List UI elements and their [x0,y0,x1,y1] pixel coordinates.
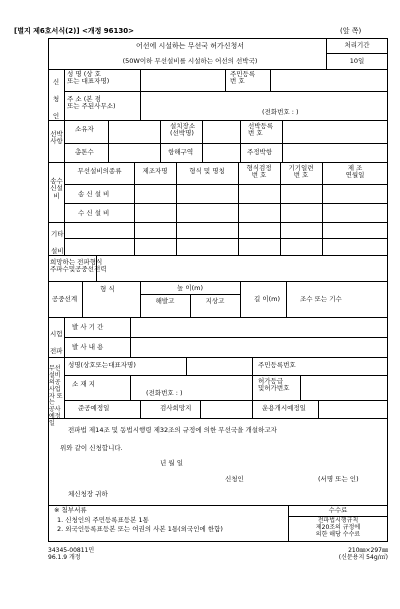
agent-phone: (전화번호 : ) [146,389,183,397]
statement-to: 체신청장 귀하 [68,490,108,498]
applicant-section: 신 청 인 [52,78,60,120]
attachment-item-2: 2. 외국인등록표등본 또는 여권의 사본 1통(외국인에 한함) [57,525,223,533]
agent-completion-label: 준공예정일 [78,404,110,412]
antenna-type-label: 형 식 [100,285,115,293]
equip-header-serial: 기기일련 번 호 [288,164,314,180]
test-period-label: 발 사 기 간 [72,323,104,331]
ship-owner-label: 소유자 [75,125,94,133]
applicant-phone: (전화번호 : ) [262,108,299,116]
footer-code: 34345-00811민 96.1.9 개정 [48,547,95,561]
agent-section: 무선설비 의공사업 자 또는 공사예정일 [49,365,63,428]
antenna-label: 공중선계 [52,295,78,303]
form-subtitle: (50W이하 무선설비를 시설하는 어선의 선박국) [122,57,258,65]
period-label: 처리기간 [344,41,370,49]
applicant-idno-label: 주민등록 번 호 [230,70,256,86]
equip-header-maker: 제조자명 [142,167,168,175]
statement-line2: 위와 같이 신청합니다. [60,444,123,452]
equip-header-cert: 형식검정 번 호 [246,164,272,180]
agent-location-label: 소 재 지 [72,380,95,388]
agent-idno-label: 주민등록번호 [258,361,296,369]
fee-label: 수수료 [328,506,348,514]
form-title: 어선에 시설하는 무선국 허가신청서 [135,42,245,50]
test-content-label: 발 사 내 용 [72,343,104,351]
statement-date: 년 월 일 [160,459,183,467]
page-side: (앞 쪽) [340,27,362,35]
ship-section: 선박 사항 [50,130,63,146]
antenna-length-label: 길 이(m) [254,295,281,303]
test-section: 시험 전파 [50,330,63,355]
ship-regno-label: 선박등록 번 호 [248,122,274,138]
applicant-name-label: 성 명 (상 호 또는 대표자명) [67,70,110,86]
agent-operation-label: 운용개시예정일 [262,404,306,412]
emission-label: 희망하는 전파형식 주파수및공중선전력 [50,258,107,274]
equip-row-rx: 수 신 설 비 [78,209,110,217]
form-number: [별지 제6호서식(2)] <개정 96130> [14,27,135,35]
applicant-address-label: 주 소 (본 점 또는 주된사무소) [67,95,116,111]
ship-install-label: 설치장소 (선박명) [170,122,196,138]
equip-header-date: 제 조 연월일 [345,164,365,180]
fee-value: 전파법시행규칙 제20조의 규정에 의한 해당 수수료 [315,517,361,538]
ship-area-label: 항해구역 [168,148,194,156]
agent-license-label: 허가등급 및허가번호 [258,377,290,393]
other-equipment-label: 기타 설비 [51,230,64,255]
statement-sign: (서명 또는 인) [318,475,359,483]
antenna-sea-level: 해발고 [155,297,175,305]
statement-applicant: 신청인 [225,475,244,483]
agent-name-label: 성명(상호또는대표자명) [68,361,136,369]
equip-header-type: 무선설비의종류 [77,167,122,175]
agent-inspection-label: 검사희망지 [160,404,192,412]
ship-port-label: 주정박항 [247,148,273,156]
antenna-elements-label: 조수 또는 기수 [300,295,342,303]
footer-paper: 210㎜×297㎜ (신문용지 54g/㎡) [338,547,388,561]
ship-tonnage-label: 총톤수 [75,148,94,156]
statement-line1: 전파법 제14조 및 동법시행령 제32조의 규정에 의한 무선국을 개설하고자 [68,426,277,434]
equipment-section: 송수 신설비 [50,177,63,200]
period-value: 10일 [349,57,365,65]
antenna-ground-level: 지상고 [205,297,225,305]
attachments-title: ※ 첨부서류 [54,506,87,514]
attachment-item-1: 1. 신청인의 주민등록표등본 1통 [57,516,149,524]
antenna-height-label: 높 이(m) [176,284,204,292]
equip-header-model: 형식 및 명칭 [189,167,225,175]
equip-row-tx: 송 신 설 비 [78,190,110,198]
